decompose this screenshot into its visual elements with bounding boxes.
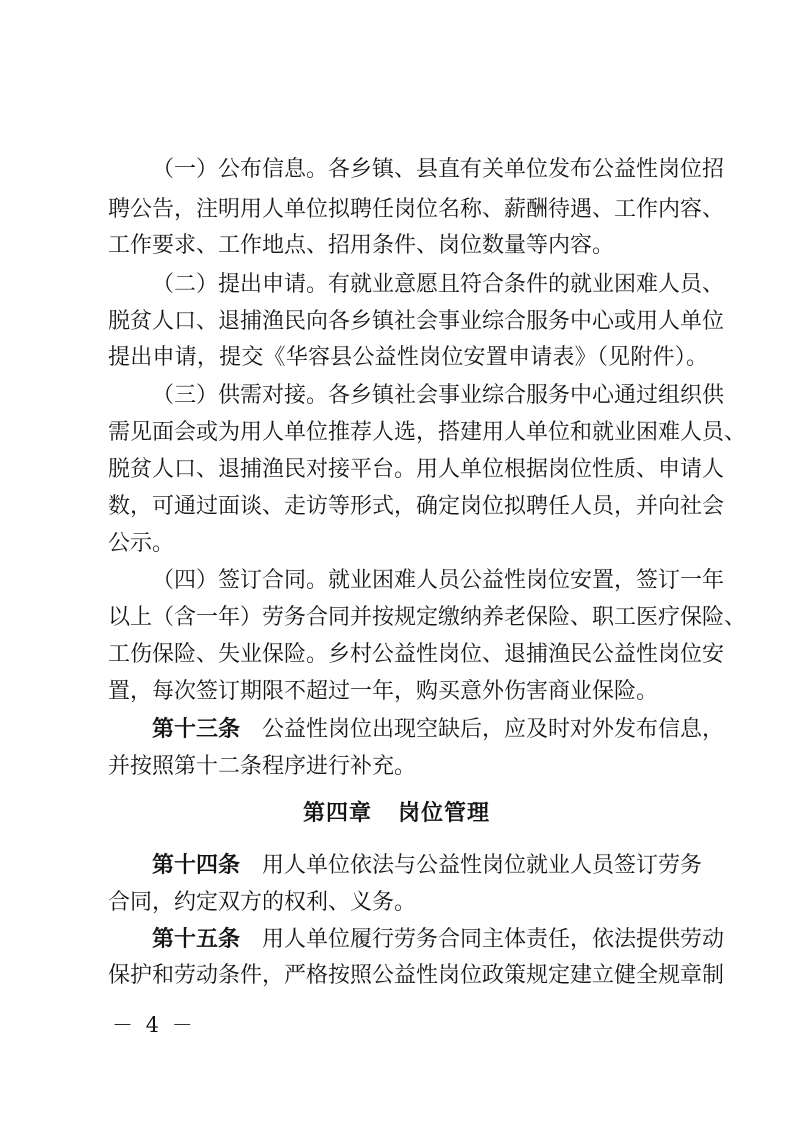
paragraph-line: （三）供需对接。各乡镇社会事业综合服务中心通过组织供 <box>152 383 725 408</box>
article-15-label: 第十五条 <box>152 927 241 952</box>
article-13-label: 第十三条 <box>152 717 241 742</box>
chapter-name: 岗位管理 <box>398 801 491 826</box>
paragraph-line: 需见面会或为用人单位推荐人选，搭建用人单位和就业困难人员、 <box>108 420 747 445</box>
article-13-line <box>152 712 725 748</box>
chapter-number: 第四章 <box>302 801 372 826</box>
paragraph-line: （一）公布信息。各乡镇、县直有关单位发布公益性岗位招 <box>152 157 725 182</box>
paragraph-line: 以上（含一年）劳务合同并按规定缴纳养老保险、职工医疗保险、 <box>108 605 747 630</box>
paragraph-line: 脱贫人口、退捕渔民对接平台。用人单位根据岗位性质、申请人 <box>108 457 725 482</box>
paragraph-line: 公示。 <box>108 531 175 556</box>
paragraph-line: 工伤保险、失业保险。乡村公益性岗位、退捕渔民公益性岗位安 <box>108 642 725 667</box>
article-13-text: 公益性岗位出现空缺后，应及时对外发布信息， <box>262 717 725 742</box>
page-number: － 4 － <box>112 1013 196 1037</box>
paragraph-line: 保护和劳动条件，严格按照公益性岗位政策规定建立健全规章制 <box>108 963 725 988</box>
paragraph-line: 工作要求、工作地点、招用条件、岗位数量等内容。 <box>108 233 615 258</box>
paragraph-line: 置，每次签订期限不超过一年，购买意外伤害商业保险。 <box>108 679 659 704</box>
article-14-label: 第十四条 <box>152 853 241 878</box>
article-14-line <box>152 848 708 884</box>
paragraph-line: （二）提出申请。有就业意愿且符合条件的就业困难人员、 <box>152 272 725 297</box>
paragraph-line: 合同，约定双方的权利、义务。 <box>108 890 417 915</box>
chapter-heading <box>0 796 793 832</box>
article-15-text: 用人单位履行劳务合同主体责任，依法提供劳动 <box>262 927 725 952</box>
paragraph-line: 并按照第十二条程序进行补充。 <box>108 754 417 779</box>
paragraph-line: （四）签订合同。就业困难人员公益性岗位安置，签订一年 <box>152 568 725 593</box>
paragraph-line: 脱贫人口、退捕渔民向各乡镇社会事业综合服务中心或用人单位 <box>108 309 725 334</box>
paragraph-line: 聘公告，注明用人单位拟聘任岗位名称、薪酬待遇、工作内容、 <box>108 197 725 222</box>
paragraph-line: 提出申请，提交《华容县公益性岗位安置申请表》（见附件）。 <box>108 345 708 370</box>
article-15-line <box>152 922 725 958</box>
article-14-text: 用人单位依法与公益性岗位就业人员签订劳务 <box>262 853 703 878</box>
paragraph-line: 数，可通过面谈、走访等形式，确定岗位拟聘任人员，并向社会 <box>108 494 725 519</box>
